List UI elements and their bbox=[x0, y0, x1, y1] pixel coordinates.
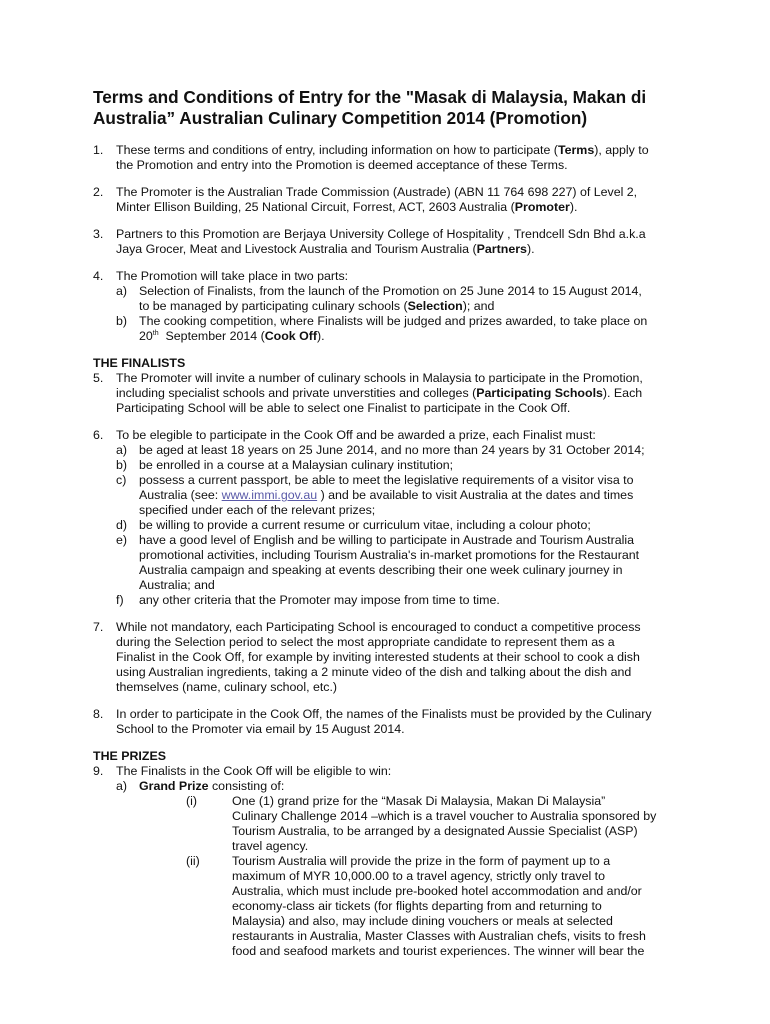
clause-4-b-line-2: 20th September 2014 (Cook Off). bbox=[139, 329, 325, 343]
clause-7-line-2: during the Selection period to select the most appropriate candidate to represent them as a bbox=[116, 635, 615, 649]
document-title bbox=[93, 87, 703, 129]
clause-6-line-1: To be elegible to participate in the Cook Off and be awarded a prize, each Finalist must: bbox=[116, 428, 596, 442]
clause-9-ii-line-4: economy-class air tickets (for flights departing from and returning to bbox=[232, 899, 602, 913]
clause-9-ii-label: (ii) bbox=[186, 854, 200, 868]
clause-6-c-line-2: Australia (see: www.immi.gov.au ) and be available to visit Australia at the dates and times bbox=[139, 488, 634, 502]
title-line-2: Australia” Australian Culinary Competition 2014 (Promotion) bbox=[93, 108, 588, 128]
clause-6-c-line-3: specified under each of the relevant prizes; bbox=[139, 503, 376, 517]
clause-6-c-label: c) bbox=[116, 473, 127, 487]
clause-9-ii-line-7: food and seafood markets and tourist experiences. The winner will bear the bbox=[232, 944, 645, 958]
clause-6-d-text: be willing to provide a current resume or curriculum vitae, including a colour photo; bbox=[139, 518, 591, 532]
clause-8-line-2: School to the Promoter via email by 15 August 2014. bbox=[116, 722, 405, 736]
clause-6-e-label: e) bbox=[116, 533, 128, 547]
clause-7-line-3: Finalist in the Cook Off, for example by inviting interested students at their school to cook a dish bbox=[116, 650, 640, 664]
clause-6-b-text: be enrolled in a course at a Malaysian culinary institution; bbox=[139, 458, 454, 472]
clause-6-number: 6. bbox=[93, 428, 104, 442]
clause-4-line-1: The Promotion will take place in two parts: bbox=[116, 269, 349, 283]
clause-9-i-line-2: Culinary Challenge 2014 –which is a travel voucher to Australia sponsored by bbox=[232, 809, 657, 823]
clause-6-e-line-1: have a good level of English and be willing to participate in Austrade and Tourism Australia bbox=[139, 533, 635, 547]
clause-9-ii-line-5: Malaysia) and also, may include dining vouchers or meals at selected bbox=[232, 914, 613, 928]
clause-1-number: 1. bbox=[93, 143, 104, 157]
clause-6-c-line-1: possess a current passport, be able to meet the legislative requirements of a visitor visa to bbox=[139, 473, 634, 487]
clause-1-line-2: the Promotion and entry into the Promotion is deemed acceptance of these Terms. bbox=[116, 158, 568, 172]
title-line-1: Terms and Conditions of Entry for the "Masak di Malaysia, Makan di bbox=[93, 87, 647, 107]
clause-4-b-line-1: The cooking competition, where Finalists will be judged and prizes awarded, to take place on bbox=[139, 314, 648, 328]
clause-9-number: 9. bbox=[93, 764, 104, 778]
clause-4-a-line-2: to be managed by participating culinary schools (Selection); and bbox=[139, 299, 495, 313]
clause-5-line-3: Participating School will be able to select one Finalist to participate in the Cook Off. bbox=[116, 401, 571, 415]
clause-7-number: 7. bbox=[93, 620, 104, 634]
clause-5-line-2: including specialist schools and private unverstities and colleges (Participating Schools). Each bbox=[116, 386, 643, 400]
prizes-heading: THE PRIZES bbox=[93, 749, 166, 763]
finalists-heading: THE FINALISTS bbox=[93, 356, 186, 370]
clause-2-line-2: Minter Ellison Building, 25 National Circuit, Forrest, ACT, 2603 Australia (Promoter). bbox=[116, 200, 578, 214]
clause-5-line-1: The Promoter will invite a number of culinary schools in Malaysia to participate in the Promotion, bbox=[116, 371, 643, 385]
clause-8-line-1: In order to participate in the Cook Off, the names of the Finalists must be provided by the Culinary bbox=[116, 707, 652, 721]
clause-9-i-line-4: travel agency. bbox=[232, 839, 309, 853]
clause-9-i-label: (i) bbox=[186, 794, 198, 808]
clause-6-f-label: f) bbox=[116, 593, 124, 607]
clause-4-number: 4. bbox=[93, 269, 104, 283]
clause-7-line-1: While not mandatory, each Participating School is encouraged to conduct a competitive process bbox=[116, 620, 641, 634]
clause-7-line-5: themselves (name, culinary school, etc.) bbox=[116, 680, 338, 694]
clause-7-line-4: using Australian ingredients, taking a 2 minute video of the dish and talking about the dish and bbox=[116, 665, 632, 679]
clause-1-line-1: These terms and conditions of entry, including information on how to participate (Terms), apply to bbox=[116, 143, 649, 157]
clause-6-a-label: a) bbox=[116, 443, 128, 457]
clause-6-e-line-2: promotional activities, including Tourism Australia's in-market promotions for the Restaurant bbox=[139, 548, 640, 562]
clause-9-a-label: a) bbox=[116, 779, 128, 793]
clause-9-ii-line-1: Tourism Australia will provide the prize in the form of payment up to a bbox=[232, 854, 611, 868]
clause-4-a-line-1: Selection of Finalists, from the launch of the Promotion on 25 June 2014 to 15 August 2014, bbox=[139, 284, 642, 298]
clause-9-i-line-3: Tourism Australia, to be arranged by a designated Aussie Specialist (ASP) bbox=[232, 824, 638, 838]
clause-9-a-text: Grand Prize consisting of: bbox=[139, 779, 285, 793]
clause-9-ii-line-2: maximum of MYR 10,000.00 to a travel agency, strictly only travel to bbox=[232, 869, 606, 883]
clause-6-f-text: any other criteria that the Promoter may impose from time to time. bbox=[139, 593, 500, 607]
clause-6-b-label: b) bbox=[116, 458, 128, 472]
clause-6-e-line-4: Australia; and bbox=[139, 578, 215, 592]
clause-9-ii-line-6: restaurants in Australia, Master Classes with Australian chefs, visits to fresh bbox=[232, 929, 646, 943]
clause-2-line-1: The Promoter is the Australian Trade Commission (Austrade) (ABN 11 764 698 227) of Level 2, bbox=[116, 185, 638, 199]
clause-4-b-label: b) bbox=[116, 314, 128, 328]
clause-3-number: 3. bbox=[93, 227, 104, 241]
clause-9-ii-line-3: Australia, which must include pre-booked hotel accommodation and and/or bbox=[232, 884, 642, 898]
clause-8-number: 8. bbox=[93, 707, 104, 721]
clause-5-number: 5. bbox=[93, 371, 104, 385]
clause-3-line-2: Jaya Grocer, Meat and Livestock Australia and Tourism Australia (Partners). bbox=[116, 242, 535, 256]
clause-2-number: 2. bbox=[93, 185, 104, 199]
immi-link[interactable]: www.immi.gov.au bbox=[221, 488, 318, 502]
clause-3-line-1: Partners to this Promotion are Berjaya University College of Hospitality , Trendcell Sdn Bhd a.k.a bbox=[116, 227, 646, 241]
clause-6-a-text: be aged at least 18 years on 25 June 2014, and no more than 24 years by 31 October 2014; bbox=[139, 443, 645, 457]
clause-9-i-line-1: One (1) grand prize for the “Masak Di Malaysia, Makan Di Malaysia” bbox=[232, 794, 606, 808]
clause-4-a-label: a) bbox=[116, 284, 128, 298]
clause-6-d-label: d) bbox=[116, 518, 128, 532]
clause-6-e-line-3: Australia campaign and speaking at events describing their one week culinary journey in bbox=[139, 563, 623, 577]
clause-9-line-1: The Finalists in the Cook Off will be eligible to win: bbox=[116, 764, 392, 778]
